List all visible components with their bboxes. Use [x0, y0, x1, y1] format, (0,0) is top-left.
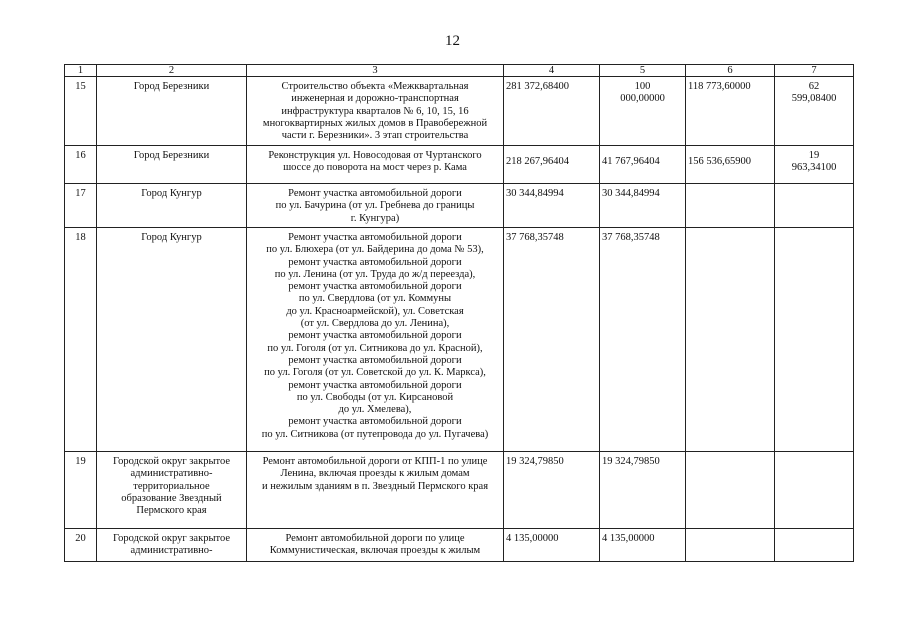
row-number: 15 — [65, 77, 97, 146]
row-number: 16 — [65, 146, 97, 184]
amount-col6 — [686, 529, 775, 562]
column-header: 1 — [65, 65, 97, 77]
amount-col5: 41 767,96404 — [600, 146, 686, 184]
row-number: 19 — [65, 452, 97, 529]
amount-col5: 30 344,84994 — [600, 184, 686, 228]
column-header: 6 — [686, 65, 775, 77]
project-description: Ремонт участка автомобильной дороги по ул. Блюхера (от ул. Байдерина до дома № 53), ремонт участка автомобильной дороги по ул. Ленина (от ул. Труда до ж/д переезда), ремонт участка автомобильной дороги по ул. Свердлова (от ул. Коммуны до ул. Красноармейской), ул. Советская (от ул. Свердлова до ул. Ленина), ремонт участка автомобильной дороги по ул. Гоголя (от ул. Ситникова до ул. Красной), ремонт участка автомобильной дороги по ул. Гоголя (от ул. Советской до ул. К. Маркса), ремонт участка автомобильной дороги по ул. Свободы (от ул. Кирсановой до ул. Хмелева), ремонт участка автомобильной дороги по ул. Ситникова (от путепровода до ул. Пугачева) — [247, 228, 504, 452]
column-header: 2 — [97, 65, 247, 77]
row-number: 20 — [65, 529, 97, 562]
amount-col7 — [775, 452, 854, 529]
project-description: Строительство объекта «Межквартальная инженерная и дорожно-транспортная инфраструктура кварталов № 6, 10, 15, 16 многоквартирных жилых домов в Правобережной части г. Березники». 3 этап строительства — [247, 77, 504, 146]
amount-col4: 281 372,68400 — [504, 77, 600, 146]
table-row — [65, 184, 854, 228]
amount-col4: 19 324,79850 — [504, 452, 600, 529]
project-description: Ремонт участка автомобильной дороги по ул. Бачурина (от ул. Гребнева до границы г. Кунгура) — [247, 184, 504, 228]
table-row — [65, 452, 854, 529]
table-row — [65, 529, 854, 562]
column-header: 3 — [247, 65, 504, 77]
column-header: 7 — [775, 65, 854, 77]
row-number: 17 — [65, 184, 97, 228]
municipality-name: Городской округ закрытое административно- — [97, 529, 247, 562]
project-description: Ремонт автомобильной дороги по улице Коммунистическая, включая проезды к жилым — [247, 529, 504, 562]
amount-col6: 118 773,60000 — [686, 77, 775, 146]
amount-col4: 37 768,35748 — [504, 228, 600, 452]
table-row — [65, 228, 854, 452]
amount-col4: 30 344,84994 — [504, 184, 600, 228]
amount-col5: 37 768,35748 — [600, 228, 686, 452]
row-number: 18 — [65, 228, 97, 452]
table-row — [65, 77, 854, 146]
municipality-name: Город Кунгур — [97, 228, 247, 452]
column-header: 5 — [600, 65, 686, 77]
amount-col7: 62 599,08400 — [775, 77, 854, 146]
amount-col7: 19 963,34100 — [775, 146, 854, 184]
municipality-name: Городской округ закрытое административно- территориальное образование Звездный Пермского края — [97, 452, 247, 529]
amount-col6: 156 536,65900 — [686, 146, 775, 184]
municipality-name: Город Березники — [97, 146, 247, 184]
municipality-name: Город Кунгур — [97, 184, 247, 228]
amount-col4: 4 135,00000 — [504, 529, 600, 562]
amount-col5: 4 135,00000 — [600, 529, 686, 562]
column-header: 4 — [504, 65, 600, 77]
amount-col4: 218 267,96404 — [504, 146, 600, 184]
amount-col7 — [775, 228, 854, 452]
amount-col7 — [775, 184, 854, 228]
page-number: 12 — [445, 33, 460, 49]
table-header-row — [65, 65, 854, 77]
amount-col6 — [686, 228, 775, 452]
amount-col6 — [686, 184, 775, 228]
project-description: Реконструкция ул. Новосодовая от Чуртанского шоссе до поворота на мост через р. Кама — [247, 146, 504, 184]
amount-col5: 100 000,00000 — [600, 77, 686, 146]
amount-col7 — [775, 529, 854, 562]
budget-table — [64, 64, 854, 562]
amount-col6 — [686, 452, 775, 529]
project-description: Ремонт автомобильной дороги от КПП-1 по улице Ленина, включая проезды к жилым домам и нежилым зданиям в п. Звездный Пермского края — [247, 452, 504, 529]
table-row — [65, 146, 854, 184]
municipality-name: Город Березники — [97, 77, 247, 146]
amount-col5: 19 324,79850 — [600, 452, 686, 529]
